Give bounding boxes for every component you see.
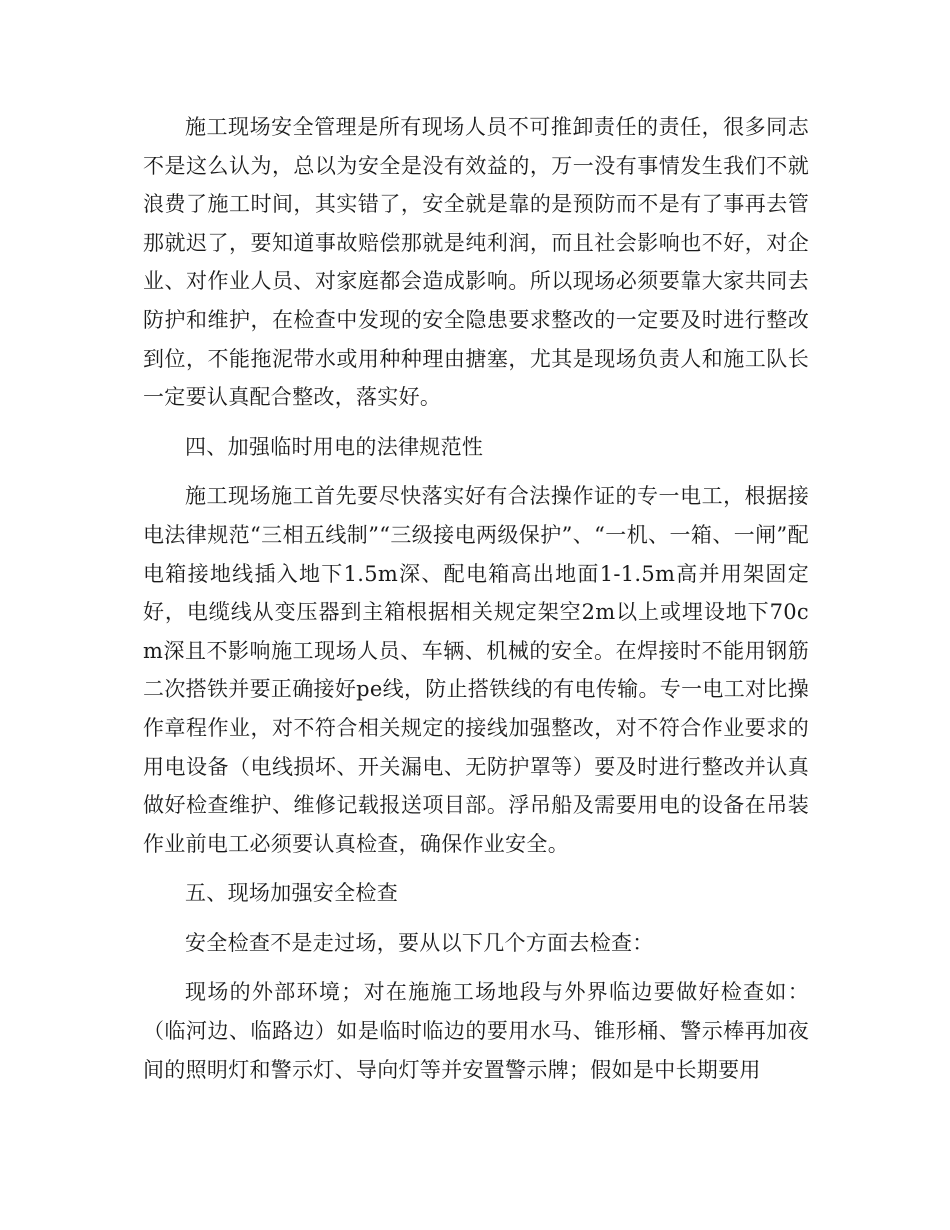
section-heading-inspection: 五、现场加强安全检查	[185, 881, 398, 906]
document-body	[143, 108, 809, 1089]
paragraph-external-environment: 现场的外部环境；对在施施工场地段与外界临边要做好检查如：（临河边、临路边）如是临时临边的要用水马、锥形桶、警示棒再加夜间的照明灯和警示灯、导向灯等并安置警示牌；假如是中长期要用	[143, 980, 809, 1082]
paragraph-inspection-intro: 安全检查不是走过场，要从以下几个方面去检查：	[185, 930, 654, 955]
paragraph-electricity-rules: 施工现场施工首先要尽快落实好有合法操作证的专一电工，根据接电法律规范“三相五线制”“三级接电两级保护”、“一机、一箱、一闸”配电箱接地线插入地下1.5m深、配电箱高出地面1-1.5m高并用架固定好，电缆线从变压器到主箱根据相关规定架空2m以上或埋设地下70cm深且不影响施工现场人员、车辆、机械的安全。在焊接时不能用钢筋二次搭铁并要正确接好pe线，防止搭铁线的有电传输。专一电工对比操作章程作业，对不符合相关规定的接线加强整改，对不符合作业要求的用电设备（电线损坏、开关漏电、无防护罩等）要及时进行整改并认真做好检查维护、维修记载报送项目部。浮吊船及需要用电的设备在吊装作业前电工必须要认真检查，确保作业安全。	[143, 484, 809, 856]
paragraph-safety-management: 施工现场安全管理是所有现场人员不可推卸责任的责任，很多同志不是这么认为，总以为安全是没有效益的，万一没有事情发生我们不就浪费了施工时间，其实错了，安全就是靠的是预防而不是有了事再去管那就迟了，要知道事故赔偿那就是纯利润，而且社会影响也不好，对企业、对作业人员、对家庭都会造成影响。所以现场必须要靠大家共同去防护和维护，在检查中发现的安全隐患要求整改的一定要及时进行整改到位，不能拖泥带水或用种种理由搪塞，尤其是现场负责人和施工队长一定要认真配合整改，落实好。	[143, 115, 809, 410]
section-heading-electricity: 四、加强临时用电的法律规范性	[185, 434, 484, 459]
